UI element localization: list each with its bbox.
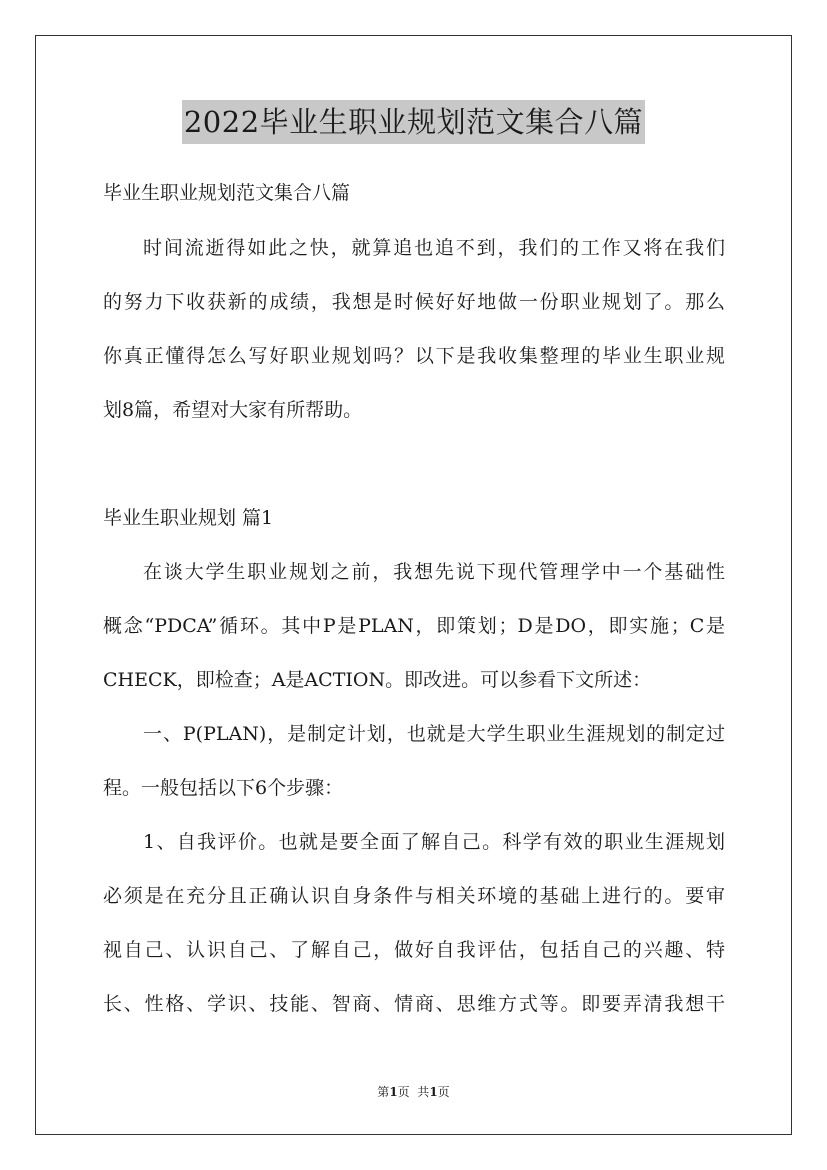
section-paragraph-line: 在谈大学生职业规划之前，我想先说下现代管理学中一个基础性 — [143, 561, 725, 583]
footer-page-prefix: 第 — [377, 1085, 390, 1099]
page-footer — [0, 1083, 827, 1101]
footer-page-current: 1 — [389, 1085, 398, 1099]
intro-paragraph-line: 时间流逝得如此之快，就算追也追不到，我们的工作又将在我们 — [143, 237, 725, 259]
document-subtitle: 毕业生职业规划范文集合八篇 — [103, 182, 351, 204]
footer-page-total: 1 — [429, 1085, 438, 1099]
section-paragraph-line: 视自己、认识自己、了解自己，做好自我评估，包括自己的兴趣、特 — [103, 939, 725, 961]
section-paragraph-line: 程。一般包括以下6个步骤： — [103, 777, 344, 799]
section-paragraph-line: 一、P(PLAN)，是制定计划，也就是大学生职业生涯规划的制定过 — [143, 723, 725, 745]
section-paragraph-line: 概念“PDCA”循环。其中P是PLAN，即策划；D是DO，即实施；C是 — [103, 615, 725, 637]
section-paragraph-line: CHECK，即检查；A是ACTION。即改进。可以参看下文所述： — [103, 669, 652, 691]
footer-page-mid: 页 共 — [397, 1085, 430, 1099]
section-paragraph-line: 长、性格、学识、技能、智商、情商、思维方式等。即要弄清我想干 — [103, 993, 725, 1015]
title-container — [0, 100, 827, 144]
section-paragraph-line: 必须是在充分且正确认识自身条件与相关环境的基础上进行的。要审 — [103, 885, 725, 907]
document-title: 2022毕业生职业规划范文集合八篇 — [182, 100, 645, 144]
intro-paragraph-line: 你真正懂得怎么写好职业规划吗？以下是我收集整理的毕业生职业规 — [103, 345, 725, 367]
intro-paragraph-line: 划8篇，希望对大家有所帮助。 — [103, 399, 363, 421]
section-paragraph-line: 1、自我评价。也就是要全面了解自己。科学有效的职业生涯规划 — [143, 831, 725, 853]
intro-paragraph-line: 的努力下收获新的成绩，我想是时候好好地做一份职业规划了。那么 — [103, 291, 725, 313]
section-heading: 毕业生职业规划 篇1 — [103, 507, 274, 529]
footer-page-suffix: 页 — [437, 1085, 450, 1099]
